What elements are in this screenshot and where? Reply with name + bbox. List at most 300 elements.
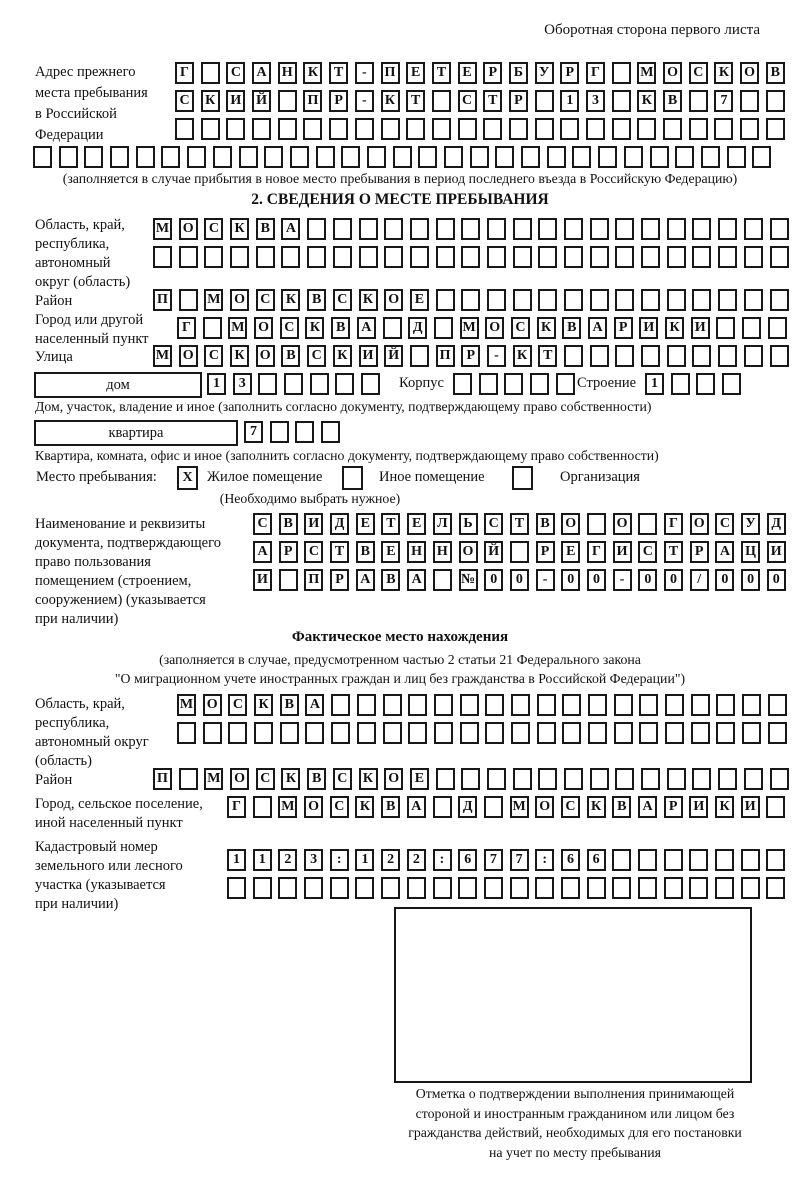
- char-box: [718, 768, 737, 790]
- kadastr-label-line: земельного или лесного: [35, 858, 183, 874]
- char-box: [742, 722, 761, 744]
- fact-caption-line: "О миграционном учете иностранных граждан и лиц без гражданства в Российской Федерации"): [114, 671, 686, 686]
- char-box: [487, 768, 506, 790]
- char-box: [310, 373, 329, 395]
- char-box: [483, 118, 502, 140]
- char-box: [770, 289, 789, 311]
- char-box: И: [613, 541, 632, 563]
- char-box: В: [356, 541, 375, 563]
- char-box: [460, 694, 479, 716]
- char-box: О: [663, 62, 682, 84]
- rayon-label: Район: [35, 293, 73, 309]
- char-box: О: [384, 768, 403, 790]
- char-box: [665, 694, 684, 716]
- char-box: [110, 146, 129, 168]
- char-box: [434, 317, 453, 339]
- char-box: О: [459, 541, 478, 563]
- char-box: В: [280, 694, 299, 716]
- char-box: С: [304, 541, 323, 563]
- char-box: [638, 513, 657, 535]
- char-box: [333, 246, 352, 268]
- char-box: [436, 246, 455, 268]
- char-box: С: [226, 62, 245, 84]
- char-box: [718, 289, 737, 311]
- char-box: [766, 849, 785, 871]
- char-box: [564, 218, 583, 240]
- char-box: Р: [560, 62, 579, 84]
- char-box: К: [254, 694, 273, 716]
- stamp-note-line: гражданства действий, необходимых для его постановки: [408, 1125, 742, 1140]
- char-box: С: [330, 796, 349, 818]
- oblast-label-line: округ (область): [35, 274, 131, 290]
- ulitsa-label: Улица: [35, 349, 73, 365]
- char-box: 3: [586, 90, 605, 112]
- dom-row: [207, 373, 380, 395]
- char-box: [355, 118, 374, 140]
- char-box: [329, 118, 348, 140]
- kadastr-label-line: участка (указывается: [35, 877, 166, 893]
- char-box: [638, 849, 657, 871]
- prev-address-row-2: [175, 90, 785, 112]
- char-box: [741, 877, 760, 899]
- fact-oblast-row-1: [177, 694, 787, 716]
- fact-title: Фактическое место нахождения: [291, 629, 509, 645]
- char-box: В: [562, 317, 581, 339]
- char-box: К: [359, 289, 378, 311]
- char-box: Ь: [459, 513, 478, 535]
- char-box: [692, 246, 711, 268]
- char-box: Г: [177, 317, 196, 339]
- mesto-label: Место пребывания:: [36, 469, 157, 485]
- char-box: Н: [433, 541, 452, 563]
- char-box: А: [253, 541, 272, 563]
- char-box: С: [638, 541, 657, 563]
- char-box: [742, 317, 761, 339]
- char-box: [307, 218, 326, 240]
- char-box: В: [766, 62, 785, 84]
- char-box: [744, 218, 763, 240]
- char-box: /: [690, 569, 709, 591]
- char-box: [612, 849, 631, 871]
- char-box: К: [715, 796, 734, 818]
- char-box: [460, 722, 479, 744]
- char-box: [521, 146, 540, 168]
- char-box: О: [256, 345, 275, 367]
- char-box: [316, 146, 335, 168]
- char-box: [718, 218, 737, 240]
- stamp-note-line: Отметка о подтверждении выполнения принимающей: [415, 1086, 735, 1101]
- char-box: Н: [407, 541, 426, 563]
- char-box: С: [333, 289, 352, 311]
- char-box: [564, 246, 583, 268]
- stroenie-row: [645, 373, 741, 395]
- char-box: О: [535, 796, 554, 818]
- char-box: [393, 146, 412, 168]
- char-box: К: [381, 90, 400, 112]
- char-box: [770, 246, 789, 268]
- char-box: [511, 722, 530, 744]
- stamp-note-line: на учет по месту пребывания: [489, 1144, 661, 1160]
- char-box: [590, 246, 609, 268]
- char-box: С: [307, 345, 326, 367]
- char-box: 1: [227, 849, 246, 871]
- char-box: [714, 118, 733, 140]
- char-box: Т: [664, 541, 683, 563]
- char-box: С: [175, 90, 194, 112]
- char-box: В: [536, 513, 555, 535]
- char-box: 0: [484, 569, 503, 591]
- char-box: 6: [561, 849, 580, 871]
- char-box: [59, 146, 78, 168]
- char-box: [357, 722, 376, 744]
- gorod-row: [177, 317, 787, 339]
- char-box: Т: [329, 62, 348, 84]
- char-box: И: [741, 796, 760, 818]
- char-box: [278, 118, 297, 140]
- char-box: И: [253, 569, 272, 591]
- char-box: М: [637, 62, 656, 84]
- char-box: Т: [330, 541, 349, 563]
- char-box: [495, 146, 514, 168]
- char-box: [538, 289, 557, 311]
- char-box: М: [204, 768, 223, 790]
- prev-address-caption: (заполняется в случае прибытия в новое место пребывания в период последнего въезда в Российскую Федерацию): [62, 171, 738, 186]
- char-box: Т: [510, 513, 529, 535]
- char-box: Д: [408, 317, 427, 339]
- char-box: [433, 796, 452, 818]
- section2-title: 2. СВЕДЕНИЯ О МЕСТЕ ПРЕБЫВАНИЯ: [251, 191, 549, 208]
- fact-gorod-label-line: иной населенный пункт: [35, 815, 183, 831]
- char-box: [752, 146, 771, 168]
- char-box: [615, 218, 634, 240]
- char-box: [766, 118, 785, 140]
- char-box: 7: [484, 849, 503, 871]
- char-box: [230, 246, 249, 268]
- char-box: А: [588, 317, 607, 339]
- char-box: -: [355, 62, 374, 84]
- fact-caption-line: (заполняется в случае, предусмотренном частью 2 статьи 21 Федерального закона: [159, 652, 641, 667]
- char-box: [766, 90, 785, 112]
- char-box: А: [638, 796, 657, 818]
- oblast-label-line: республика,: [35, 236, 110, 252]
- kadastr-row-2: [227, 877, 785, 899]
- char-box: [361, 373, 380, 395]
- fact-oblast-label-line: автономный округ: [35, 734, 149, 750]
- char-box: Д: [767, 513, 786, 535]
- char-box: [304, 877, 323, 899]
- char-box: 2: [407, 849, 426, 871]
- char-box: С: [561, 796, 580, 818]
- kvartira-widebox: квартира: [34, 420, 238, 446]
- stamp-note-line: стороной и иностранным гражданином или лицом без: [415, 1105, 735, 1121]
- char-box: К: [587, 796, 606, 818]
- prev-address-row-3: [175, 118, 785, 140]
- char-box: [228, 722, 247, 744]
- doc-label-line: при наличии): [35, 611, 119, 627]
- char-box: [461, 218, 480, 240]
- char-box: П: [153, 768, 172, 790]
- char-box: С: [228, 694, 247, 716]
- char-box: [667, 246, 686, 268]
- korpus-label: Корпус: [399, 375, 444, 391]
- char-box: М: [278, 796, 297, 818]
- oblast-label-line: Область, край,: [35, 217, 125, 233]
- char-box: В: [381, 796, 400, 818]
- fact-oblast-label-line: (область): [35, 753, 92, 769]
- char-box: В: [331, 317, 350, 339]
- char-box: [357, 694, 376, 716]
- char-box: [538, 218, 557, 240]
- char-box: О: [740, 62, 759, 84]
- char-box: [615, 345, 634, 367]
- char-box: [740, 90, 759, 112]
- char-box: 7: [714, 90, 733, 112]
- char-box: С: [715, 513, 734, 535]
- page-header-note: Оборотная сторона первого листа: [544, 22, 760, 38]
- char-box: [330, 877, 349, 899]
- char-box: [355, 877, 374, 899]
- option-organizaciya-label: Организация: [560, 469, 640, 485]
- dom-caption: Дом, участок, владение и иное (заполнить согласно документу, подтверждающему право собственности): [35, 399, 652, 414]
- char-box: [742, 694, 761, 716]
- char-box: 1: [560, 90, 579, 112]
- char-box: [561, 877, 580, 899]
- char-box: Е: [381, 541, 400, 563]
- char-box: 0: [767, 569, 786, 591]
- char-box: [770, 218, 789, 240]
- char-box: [307, 246, 326, 268]
- char-box: [650, 146, 669, 168]
- char-box: К: [513, 345, 532, 367]
- char-box: [722, 373, 741, 395]
- char-box: В: [612, 796, 631, 818]
- char-box: [383, 722, 402, 744]
- char-box: [590, 768, 609, 790]
- char-box: [278, 877, 297, 899]
- char-box: М: [510, 796, 529, 818]
- char-box: [696, 373, 715, 395]
- char-box: [84, 146, 103, 168]
- kadastr-row-1: [227, 849, 785, 871]
- char-box: [335, 373, 354, 395]
- stamp-box: [394, 907, 752, 1083]
- char-box: [615, 246, 634, 268]
- char-box: О: [613, 513, 632, 535]
- char-box: [485, 694, 504, 716]
- char-box: Р: [509, 90, 528, 112]
- char-box: В: [279, 513, 298, 535]
- char-box: [153, 246, 172, 268]
- char-box: [410, 246, 429, 268]
- fact-oblast-label-line: Область, край,: [35, 696, 125, 712]
- char-box: [689, 118, 708, 140]
- char-box: [663, 118, 682, 140]
- char-box: С: [689, 62, 708, 84]
- char-box: 0: [741, 569, 760, 591]
- checkbox-zhiloe: X: [177, 466, 198, 490]
- char-box: [667, 218, 686, 240]
- char-box: Е: [356, 513, 375, 535]
- char-box: [614, 694, 633, 716]
- char-box: [513, 289, 532, 311]
- char-box: [511, 694, 530, 716]
- char-box: Г: [227, 796, 246, 818]
- char-box: [744, 246, 763, 268]
- char-box: [203, 722, 222, 744]
- char-box: [383, 694, 402, 716]
- char-box: [624, 146, 643, 168]
- char-box: [485, 722, 504, 744]
- ulitsa-row: [153, 345, 789, 367]
- char-box: 0: [638, 569, 657, 591]
- char-box: 0: [664, 569, 683, 591]
- char-box: [590, 289, 609, 311]
- char-box: Г: [587, 541, 606, 563]
- char-box: [615, 289, 634, 311]
- char-box: [513, 218, 532, 240]
- char-box: К: [714, 62, 733, 84]
- char-box: [641, 289, 660, 311]
- char-box: [572, 146, 591, 168]
- doc-row-2: [253, 541, 786, 563]
- char-box: Р: [329, 90, 348, 112]
- char-box: [303, 118, 322, 140]
- char-box: 3: [304, 849, 323, 871]
- prev-address-label-line: места пребывания: [35, 85, 148, 101]
- char-box: И: [359, 345, 378, 367]
- char-box: И: [226, 90, 245, 112]
- oblast-label-line: автономный: [35, 255, 111, 271]
- char-box: У: [741, 513, 760, 535]
- char-box: [179, 246, 198, 268]
- char-box: [770, 345, 789, 367]
- char-box: [718, 246, 737, 268]
- char-box: [321, 421, 340, 443]
- char-box: Г: [586, 62, 605, 84]
- char-box: О: [230, 768, 249, 790]
- char-box: Й: [384, 345, 403, 367]
- char-box: [564, 289, 583, 311]
- char-box: [406, 118, 425, 140]
- char-box: [612, 62, 631, 84]
- char-box: [560, 118, 579, 140]
- char-box: [408, 694, 427, 716]
- char-box: [280, 722, 299, 744]
- char-box: [744, 289, 763, 311]
- char-box: [535, 90, 554, 112]
- prev-address-label-line: в Российской: [35, 106, 117, 122]
- char-box: [689, 90, 708, 112]
- stamp-note: [370, 1084, 780, 1162]
- char-box: [716, 722, 735, 744]
- char-box: :: [433, 849, 452, 871]
- char-box: Р: [330, 569, 349, 591]
- char-box: И: [767, 541, 786, 563]
- char-box: [766, 796, 785, 818]
- char-box: К: [230, 345, 249, 367]
- fact-rayon-label: Район: [35, 772, 73, 788]
- char-box: -: [613, 569, 632, 591]
- prev-address-row-1: [175, 62, 785, 84]
- char-box: [331, 722, 350, 744]
- prev-address-label-line: Адрес прежнего: [35, 64, 136, 80]
- char-box: Д: [458, 796, 477, 818]
- char-box: [458, 877, 477, 899]
- char-box: [510, 541, 529, 563]
- char-box: [562, 722, 581, 744]
- char-box: О: [203, 694, 222, 716]
- char-box: У: [535, 62, 554, 84]
- char-box: [201, 118, 220, 140]
- char-box: К: [637, 90, 656, 112]
- char-box: А: [407, 569, 426, 591]
- char-box: С: [280, 317, 299, 339]
- char-box: Р: [690, 541, 709, 563]
- char-box: [530, 373, 549, 395]
- char-box: Й: [252, 90, 271, 112]
- char-box: [487, 218, 506, 240]
- char-box: [664, 877, 683, 899]
- char-box: [590, 345, 609, 367]
- char-box: [510, 877, 529, 899]
- char-box: [418, 146, 437, 168]
- char-box: [434, 722, 453, 744]
- char-box: Т: [432, 62, 451, 84]
- char-box: [284, 373, 303, 395]
- char-box: [675, 146, 694, 168]
- char-box: Ц: [741, 541, 760, 563]
- char-box: [667, 345, 686, 367]
- char-box: Е: [406, 62, 425, 84]
- char-box: Р: [279, 541, 298, 563]
- fact-rayon-row: [153, 768, 789, 790]
- char-box: [588, 722, 607, 744]
- char-box: [715, 877, 734, 899]
- char-box: [564, 345, 583, 367]
- option-zhiloe-label: Жилое помещение: [207, 469, 323, 485]
- char-box: [433, 569, 452, 591]
- char-box: [715, 849, 734, 871]
- char-box: [161, 146, 180, 168]
- char-box: О: [179, 345, 198, 367]
- char-box: А: [357, 317, 376, 339]
- char-box: [691, 722, 710, 744]
- char-box: [586, 118, 605, 140]
- char-box: [410, 218, 429, 240]
- char-box: В: [256, 218, 275, 240]
- char-box: [487, 289, 506, 311]
- char-box: Е: [410, 289, 429, 311]
- char-box: [537, 694, 556, 716]
- doc-row-1: [253, 513, 786, 535]
- char-box: Н: [278, 62, 297, 84]
- char-box: К: [281, 768, 300, 790]
- char-box: [461, 768, 480, 790]
- char-box: [689, 877, 708, 899]
- doc-row-3: [253, 569, 786, 591]
- char-box: [587, 513, 606, 535]
- char-box: А: [407, 796, 426, 818]
- char-box: [484, 796, 503, 818]
- char-box: А: [252, 62, 271, 84]
- char-box: К: [305, 317, 324, 339]
- char-box: [692, 218, 711, 240]
- char-box: П: [304, 569, 323, 591]
- char-box: Р: [664, 796, 683, 818]
- char-box: [614, 722, 633, 744]
- char-box: 7: [510, 849, 529, 871]
- fact-oblast-label-line: республика,: [35, 715, 110, 731]
